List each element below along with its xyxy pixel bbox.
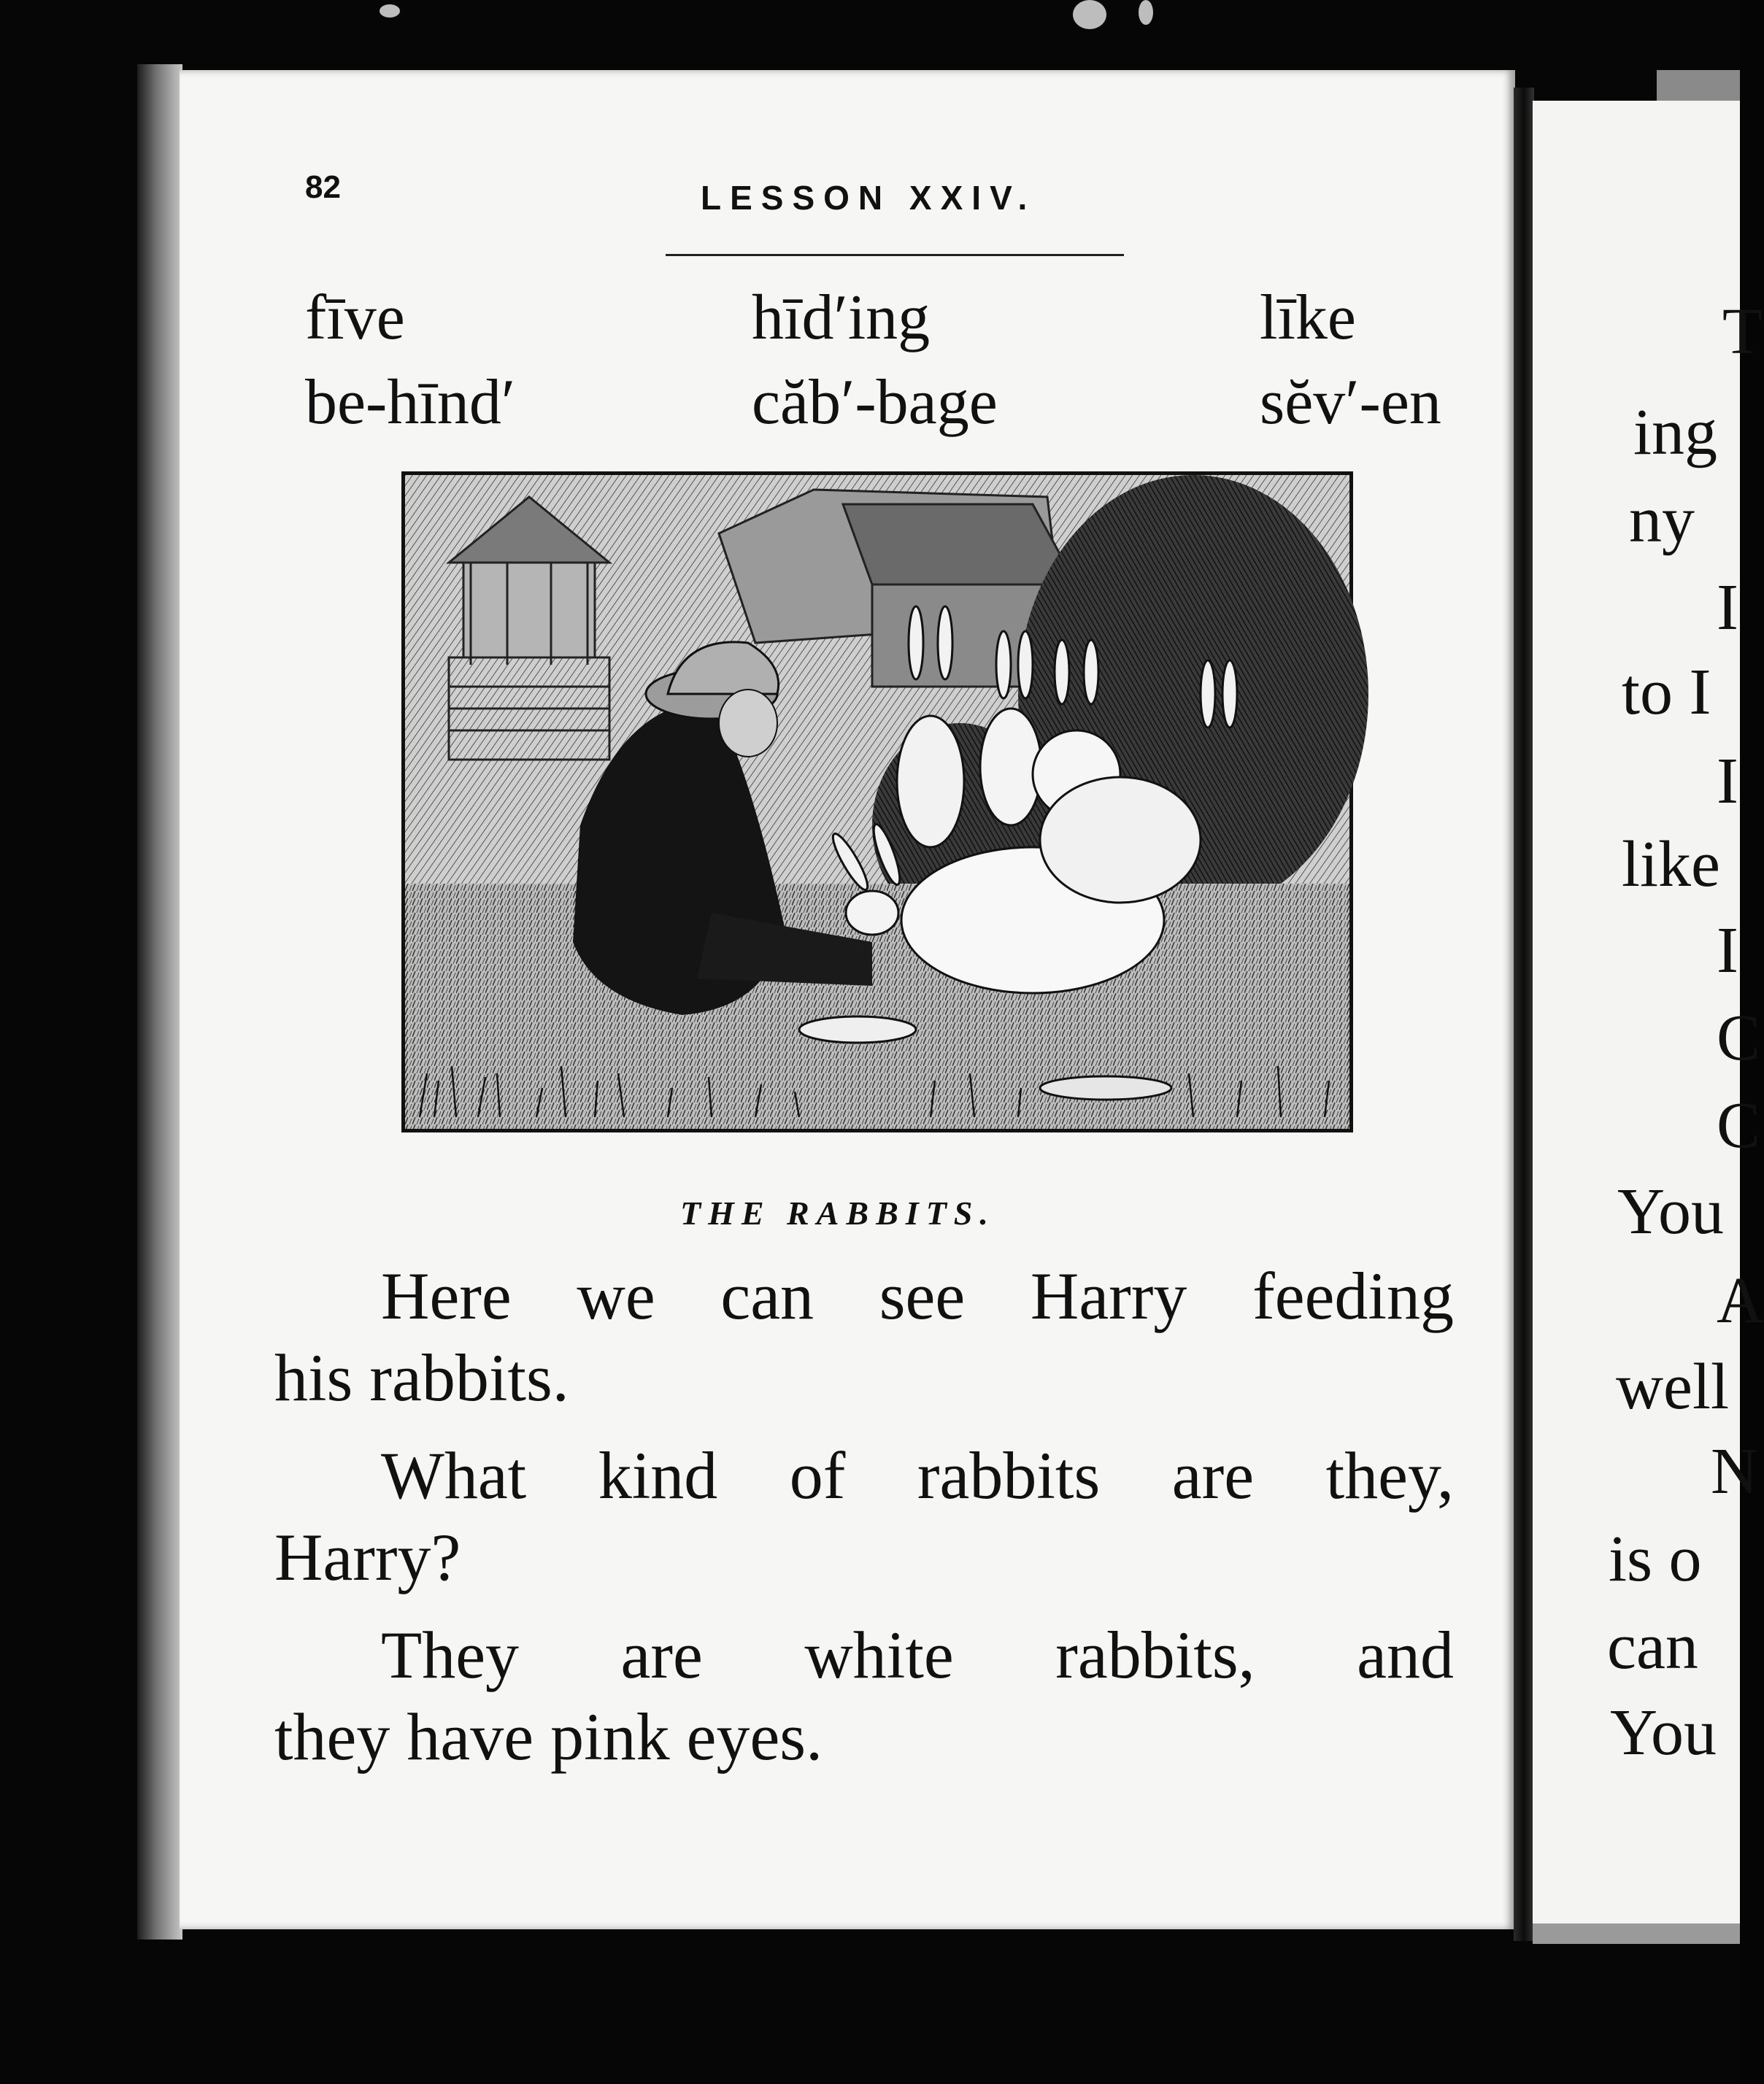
facing-page-fragment: You (1610, 1697, 1717, 1769)
word: feeding (1252, 1259, 1454, 1333)
word: What (381, 1438, 527, 1513)
facing-page-fragment: C (1717, 1002, 1761, 1074)
rabbits-illustration (401, 471, 1353, 1132)
facing-page-fragment: can (1607, 1610, 1698, 1683)
word: are (1171, 1438, 1255, 1513)
facing-page-bottom-edge (1533, 1923, 1740, 1944)
vocab-word: be-hīnd′ (305, 367, 516, 438)
facing-page-fragment: ing (1633, 396, 1718, 468)
text-line (381, 1438, 1454, 1513)
lesson-heading: LESSON XXIV. (701, 179, 1036, 217)
word: rabbits. (369, 1340, 569, 1415)
word: rabbits, (1055, 1618, 1255, 1692)
text-line (274, 1699, 1454, 1774)
text-line (381, 1259, 1454, 1333)
page-gutter (1514, 88, 1534, 1941)
word: eyes. (686, 1699, 823, 1774)
word: are (620, 1618, 703, 1692)
heading-rule (666, 254, 1124, 256)
facing-page-fragment: C (1717, 1089, 1761, 1162)
facing-page-fragment: I (1717, 914, 1738, 987)
vocab-word: līke (1260, 282, 1356, 353)
word: kind (598, 1438, 718, 1513)
vocab-word: hīd′ing (752, 282, 931, 353)
facing-page-fragment: ny (1629, 484, 1695, 556)
word: his (274, 1340, 353, 1415)
vocab-word: fīve (305, 282, 405, 353)
text-line (274, 1340, 1454, 1415)
illustration-caption: THE RABBITS. (680, 1195, 995, 1232)
word: they, (1325, 1438, 1454, 1513)
word: and (1357, 1618, 1454, 1692)
facing-page-fragment: like (1622, 828, 1720, 900)
facing-page-fragment: A (1717, 1265, 1764, 1337)
text-line (274, 1520, 1454, 1594)
facing-page-fragment: N (1711, 1435, 1758, 1508)
vocab-word: căb′-bage (752, 367, 998, 438)
facing-page-fragment: T (1722, 296, 1763, 368)
scan-speck (1073, 0, 1106, 29)
facing-page-fragment: You (1617, 1176, 1724, 1248)
word: They (381, 1618, 520, 1692)
facing-page-fragment: I (1717, 571, 1738, 644)
word: we (577, 1259, 655, 1333)
word: see (879, 1259, 966, 1333)
facing-page-top-edge (1657, 70, 1740, 101)
vocab-word: sĕv′-en (1260, 367, 1441, 438)
word: of (789, 1438, 846, 1513)
word: Harry? (274, 1520, 461, 1594)
word: rabbits (917, 1438, 1101, 1513)
facing-page-fragment: is o (1609, 1523, 1702, 1595)
scan-speck (1139, 0, 1153, 25)
word: Harry (1030, 1259, 1187, 1333)
word: have (407, 1699, 534, 1774)
word: they (274, 1699, 390, 1774)
scan-speck (380, 4, 400, 18)
facing-page-fragment: to I (1622, 656, 1711, 728)
word: pink (550, 1699, 670, 1774)
facing-page-fragment: I (1717, 745, 1738, 817)
word: Here (381, 1259, 512, 1333)
word: can (720, 1259, 814, 1333)
page-number: 82 (305, 169, 341, 205)
engraving-drawing (405, 475, 1349, 1129)
text-line (381, 1618, 1454, 1692)
facing-page-fragment: well (1616, 1351, 1729, 1423)
word: white (804, 1618, 954, 1692)
book-spine-edge (137, 64, 182, 1940)
